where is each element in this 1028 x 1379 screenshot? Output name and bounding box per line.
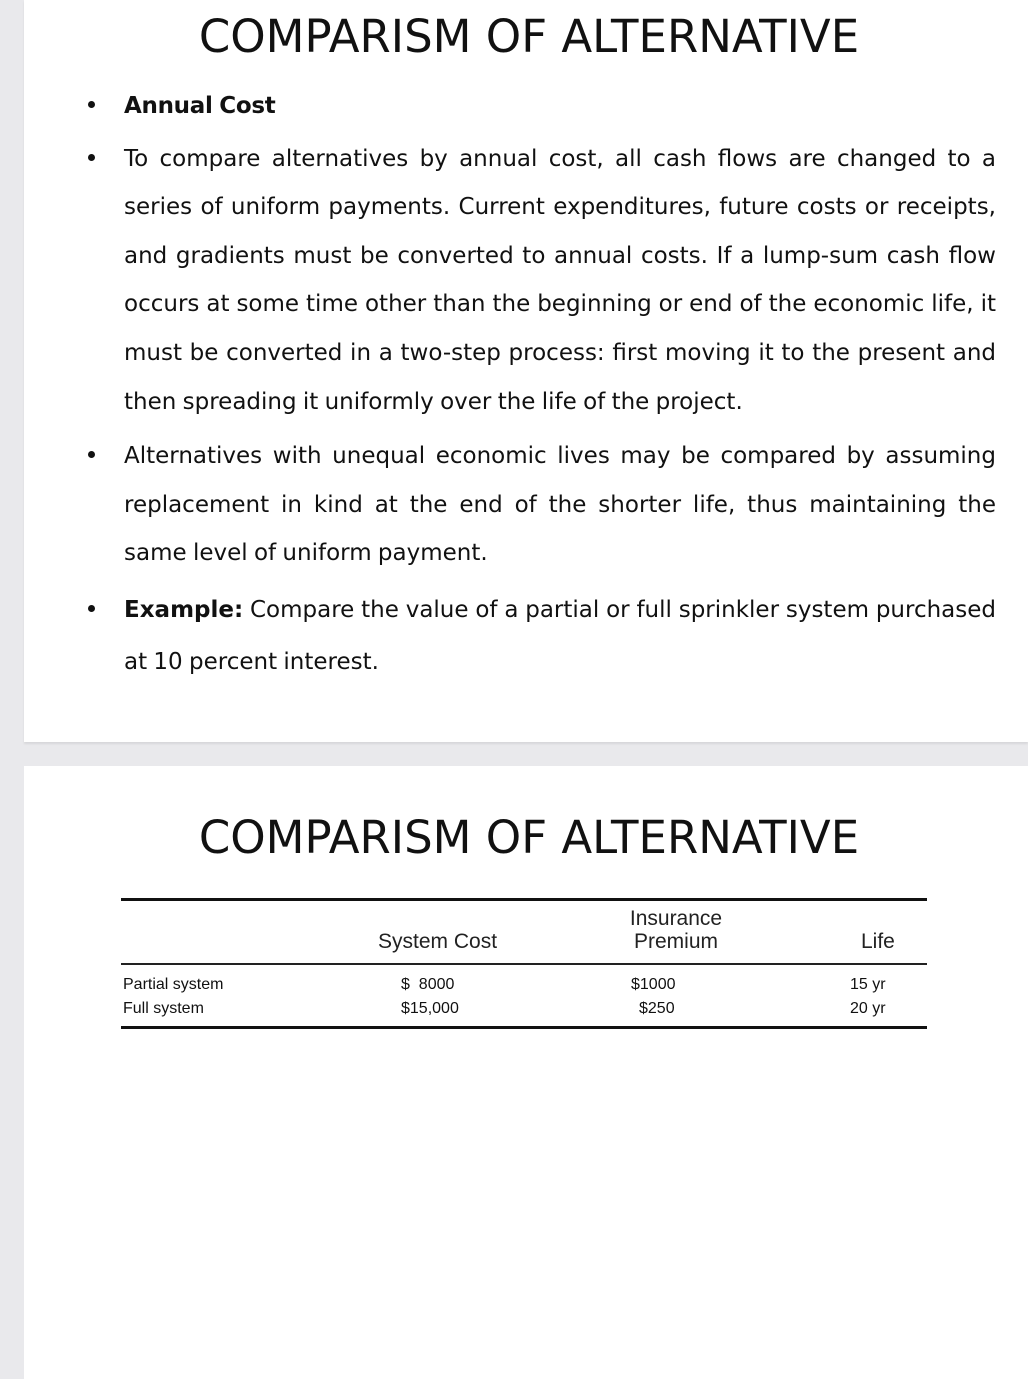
header-insurance-premium [615,907,737,953]
bullet-dot [88,451,95,458]
row-full-name: Full system [123,999,204,1017]
bullet-text: Annual Cost [124,93,276,119]
bullet-unequal-lives [84,432,996,578]
bullet-compare [84,135,996,427]
row-partial-name: Partial system [123,975,224,993]
header-insurance-line1: Insurance [629,907,723,930]
row-full-premium: $250 [639,999,675,1017]
row-partial-life: 15 yr [850,975,886,993]
slide-annual-cost [24,0,1028,742]
bullet-text: To compare alternatives by annual cost, all cash flows are changed to a series of uniform payments. Current expenditures, future costs or receipts, and gradients must be converted to annual costs. If a lump-sum cash flow occurs at some time other than the beginning or end of the economic life, it must be converted in a two-step process: first moving it to the present and then spreading it uniformly over the life of the project. [124,145,996,415]
comparison-table [121,898,927,1029]
header-insurance-line2: Premium [633,930,718,953]
bullet-example [84,584,996,688]
bullet-list [84,82,996,688]
row-partial-cost: $ 8000 [401,975,455,993]
table-bottom-rule [121,1026,927,1029]
example-text: Compare the value of a partial or full sprinkler system purchased at 10 percent interest. [124,596,996,675]
bullet-dot [88,101,95,108]
bullet-dot [88,154,95,161]
slide-comparison-table [24,766,1028,1379]
slide-title: COMPARISM OF ALTERNATIVE [198,10,860,63]
bullet-text: Alternatives with unequal economic lives may be compared by assuming replacement in kind at the end of the shorter life, thus maintaining the same level of uniform payment. [124,443,996,567]
row-full-cost: $15,000 [401,999,459,1017]
header-life: Life [861,930,895,953]
example-label: Example: [124,596,244,623]
row-partial-premium: $1000 [631,975,676,993]
header-system-cost: System Cost [378,930,498,953]
table-header [121,901,927,963]
row-full-life: 20 yr [850,999,886,1017]
slide-title: COMPARISM OF ALTERNATIVE [198,811,860,864]
bullet-annual-cost [84,82,996,131]
table-body [121,965,927,1026]
bullet-dot [88,605,95,612]
